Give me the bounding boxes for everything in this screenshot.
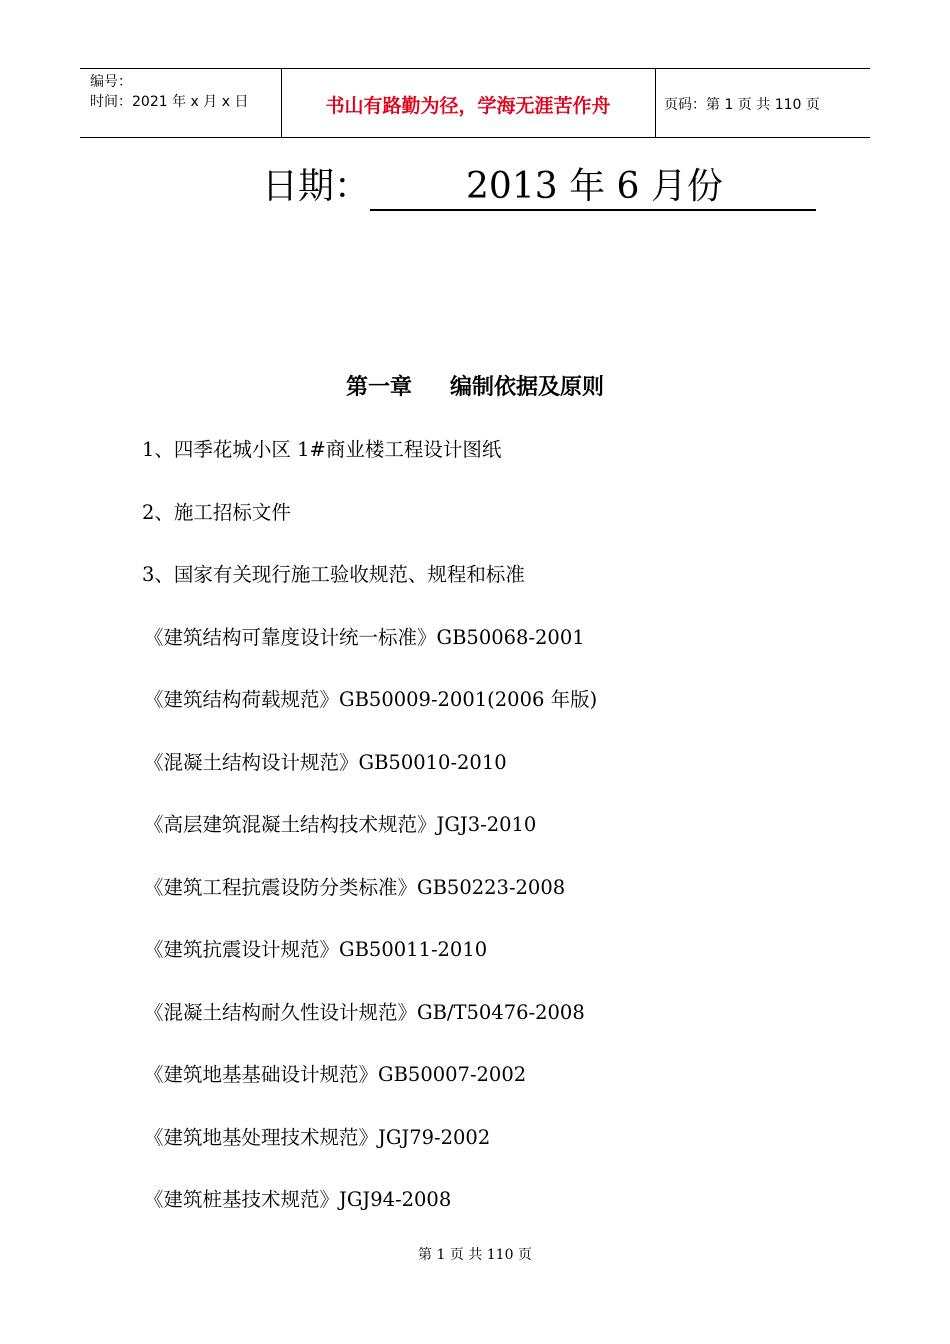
date-line	[262, 158, 816, 211]
list-item: 1、四季花城小区 1#商业楼工程设计图纸	[142, 438, 502, 461]
list-item: 《高层建筑混凝土结构技术规范》JGJ3-2010	[144, 813, 537, 836]
list-item: 《混凝土结构耐久性设计规范》GB/T50476-2008	[144, 1000, 585, 1024]
page-footer: 第 1 页 共 110 页	[418, 1247, 532, 1263]
header-meta-cell	[80, 69, 282, 137]
header-page-cell	[656, 69, 870, 137]
time-label: 时间：2021 年 x 月 x 日	[90, 94, 249, 110]
motto-text: 书山有路勤为径，学海无涯苦作舟	[325, 95, 611, 117]
list-item: 《建筑结构可靠度设计统一标准》GB50068-2001	[144, 625, 585, 649]
list-item: 《建筑抗震设计规范》GB50011-2010	[144, 938, 488, 961]
list-item: 《建筑地基处理技术规范》JGJ79-2002	[144, 1125, 491, 1149]
date-label: 日期：	[262, 166, 371, 207]
chapter-title: 编制依据及原则	[450, 375, 605, 400]
list-item: 《混凝土结构设计规范》GB50010-2010	[144, 750, 507, 774]
page-info: 页码：第 1 页 共 110 页	[664, 97, 820, 113]
header-motto-cell	[281, 69, 656, 137]
number-label: 编号：	[90, 74, 132, 90]
chapter-heading	[0, 370, 950, 401]
basis-list	[142, 436, 597, 1249]
date-value: 2013 年 6 月份	[370, 165, 816, 211]
list-item: 《建筑结构荷载规范》GB50009-2001(2006 年版)	[144, 688, 598, 711]
list-item: 《建筑地基基础设计规范》GB50007-2002	[144, 1063, 527, 1086]
list-item: 2、施工招标文件	[142, 500, 291, 524]
document-header	[80, 68, 870, 138]
list-item: 《建筑桩基技术规范》JGJ94-2008	[144, 1188, 452, 1211]
list-item: 《建筑工程抗震设防分类标准》GB50223-2008	[144, 875, 566, 899]
chapter-number: 第一章	[345, 375, 412, 400]
list-item: 3、国家有关现行施工验收规范、规程和标准	[142, 563, 525, 586]
